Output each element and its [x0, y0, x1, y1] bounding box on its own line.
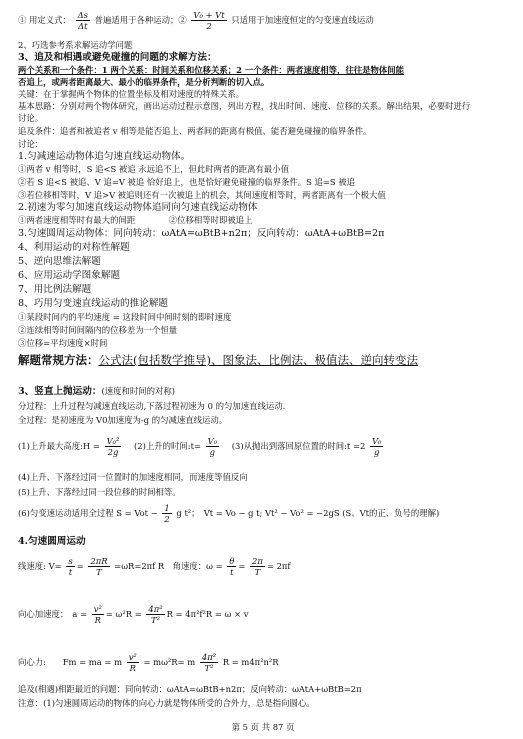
line-item-8-a: ①某段时间内的平均速度 = 这段时间中间时刻的即时速度	[18, 312, 232, 322]
line-item-8-c: ③位移=平均速度×时间	[18, 338, 108, 348]
line-pursuit-closest: 追及(相遇)相距最近的问题：同向转动：ωAtA=ωBtB+n2π；反向转动：ωAtA+ωBtB=2π	[18, 684, 362, 694]
page-footer: 第 5 页 共 87 页	[231, 722, 295, 732]
line-centripetal-acceleration: 向心加速度： a = $\frac{\text{v²}}{R}$ = ω²R = $\frac{\text{4π²}}{\text{T²}}$ R = 4π²f²R = ω × v	[18, 604, 249, 625]
line-symmetry-4: (4)上升、下落经过同一位置时的加速度相同，而速度等值反向	[18, 472, 248, 482]
line-case-2: 2.初速为零匀加速直线运动物体追同向匀速直线运动物体	[18, 202, 258, 213]
line-item-8-b: ②连续相等时间间隔内的位移差为一个恒量	[18, 325, 178, 335]
line-case-1: 1.匀减速运动物体追匀速直线运动物体。	[18, 151, 191, 162]
heading-circular-motion: 4.匀速圆周运动	[18, 536, 86, 547]
line-relations-cont: 否追上，或两者距离最大、最小的临界条件，是分析判断的切入点。	[18, 77, 270, 87]
line-item-6: 6、应用运动学图象解题	[18, 270, 121, 281]
line-case-3: 3.匀速圆周运动物体：同向转动：ωAtA=ωBtB+n2π；反向转动：ωAtA+ωBtB=2π	[18, 228, 385, 239]
line-approach: 基本思路：分别对两个物体研究，画出运动过程示意图，列出方程，找出时间、速度、位移的关系。解出结果，必要时进行	[18, 101, 471, 111]
line-segments: 分过程：上升过程匀减速直线运动,下落过程初速为 0 的匀加速直线运动.	[18, 401, 286, 411]
line-max-height: (1)上升最大高度:H = $\frac{\text{V₀²}}{2g}$ (2)上升的时间:t= $\frac{\text{V₀}}{g}$ (3)从抛出到落回原位置的时间:t =2 $\frac{\text{V₀}}{g}$	[18, 436, 382, 457]
line-definition-formula: ① 用定义式： $\frac{\Delta s}{\Delta t}$ 普遍适用于各种运动；② $\frac{\text{V₀ + Vt}}{2}$ 只适用于加速度恒定的匀变速直线运动	[18, 10, 374, 31]
line-item-2: 2、巧选参考系求解运动学问题	[18, 40, 133, 50]
line-full-motion: (6)匀变速运动适用全过程 S = Vot − $\frac{1}{2}$ g t²； Vt = Vo − g t; Vt² − Vo² = −2gS (S、Vt的正、负号的理解)	[18, 503, 440, 524]
line-condition: 追及条件：追者和被追者 v 相等是能否追上、两者间的距离有极值、能否避免碰撞的临界条件。	[18, 126, 372, 136]
line-key: 关键：在于掌握两个物体的位置坐标及相对速度的特殊关系。	[18, 89, 245, 99]
avg-velocity-fraction: $\frac{\Delta s}{\Delta t}$	[77, 10, 88, 31]
line-common-methods: 解题常规方法：公式法(包括数学推导)、图象法、比例法、极值法、逆向转变法	[18, 353, 418, 367]
line-case-1-a: ①两者 v 相等时，S 追<S 被追 永远追不上，但此时两者的距离有最小值	[18, 164, 290, 174]
heading-pursuit-methods: 3、追及和相遇或避免碰撞的问题的求解方法：	[18, 52, 217, 63]
line-note: 注意：(1)匀速圆周运动的物体的向心力就是物体所受的合外力，总是指向圆心。	[18, 698, 315, 708]
line-whole: 全过程：是初速度为 V0加速度为-g 的匀减速直线运动。	[18, 415, 228, 425]
line-item-8: 8、巧用匀变速直线运动的推论解题	[18, 298, 169, 309]
line-case-2-a: ①两者速度相等时有最大的间距 ②位移相等时即被追上	[18, 215, 253, 225]
mean-velocity-fraction: $\frac{\text{V₀ + Vt}}{2}$	[193, 10, 225, 31]
line-item-5: 5、逆向思维法解题	[18, 256, 101, 267]
line-case-1-b: ②若 S 追<S 被追、V 追=V 被追 恰好追上，也是恰好避免碰撞的临界条件。S 追=S 被追	[18, 177, 356, 187]
line-approach-cont: 讨论。	[18, 113, 44, 123]
line-item-7: 7、用比例法解题	[18, 284, 92, 295]
line-discussion: 讨论：	[18, 139, 44, 149]
line-case-1-c: ③若位移相等时，V 追>V 被追则还有一次被追上的机会，其间速度相等时，两者距离有一个极大值	[18, 190, 386, 200]
line-relations: 两个关系和一个条件：1 两个关系：时间关系和位移关系；2 一个条件：两者速度相等，往往是物体间能	[18, 65, 404, 75]
line-symmetry-5: (5)上升、下落经过同一段位移的时间相等。	[18, 487, 181, 497]
line-item-4: 4、利用运动的对称性解题	[18, 242, 130, 253]
line-linear-velocity: 线速度: V= $\frac{s}{t}$ = $\frac{2\pi R}{T}$ =ωR=2πf R 角速度：ω = $\frac{\theta}{t}$ = $\frac{2\pi}{T}$ = 2πf	[18, 556, 291, 577]
heading-vertical-throw: 3、竖直上抛运动：(速度和时间的对称)	[18, 386, 175, 397]
line-centripetal-force: 向心力: Fm = ma = m $\frac{\text{v²}}{R}$ = mω²R= m $\frac{\text{4π²}}{\text{T²}}$ R = m4π²n²R	[18, 652, 279, 673]
